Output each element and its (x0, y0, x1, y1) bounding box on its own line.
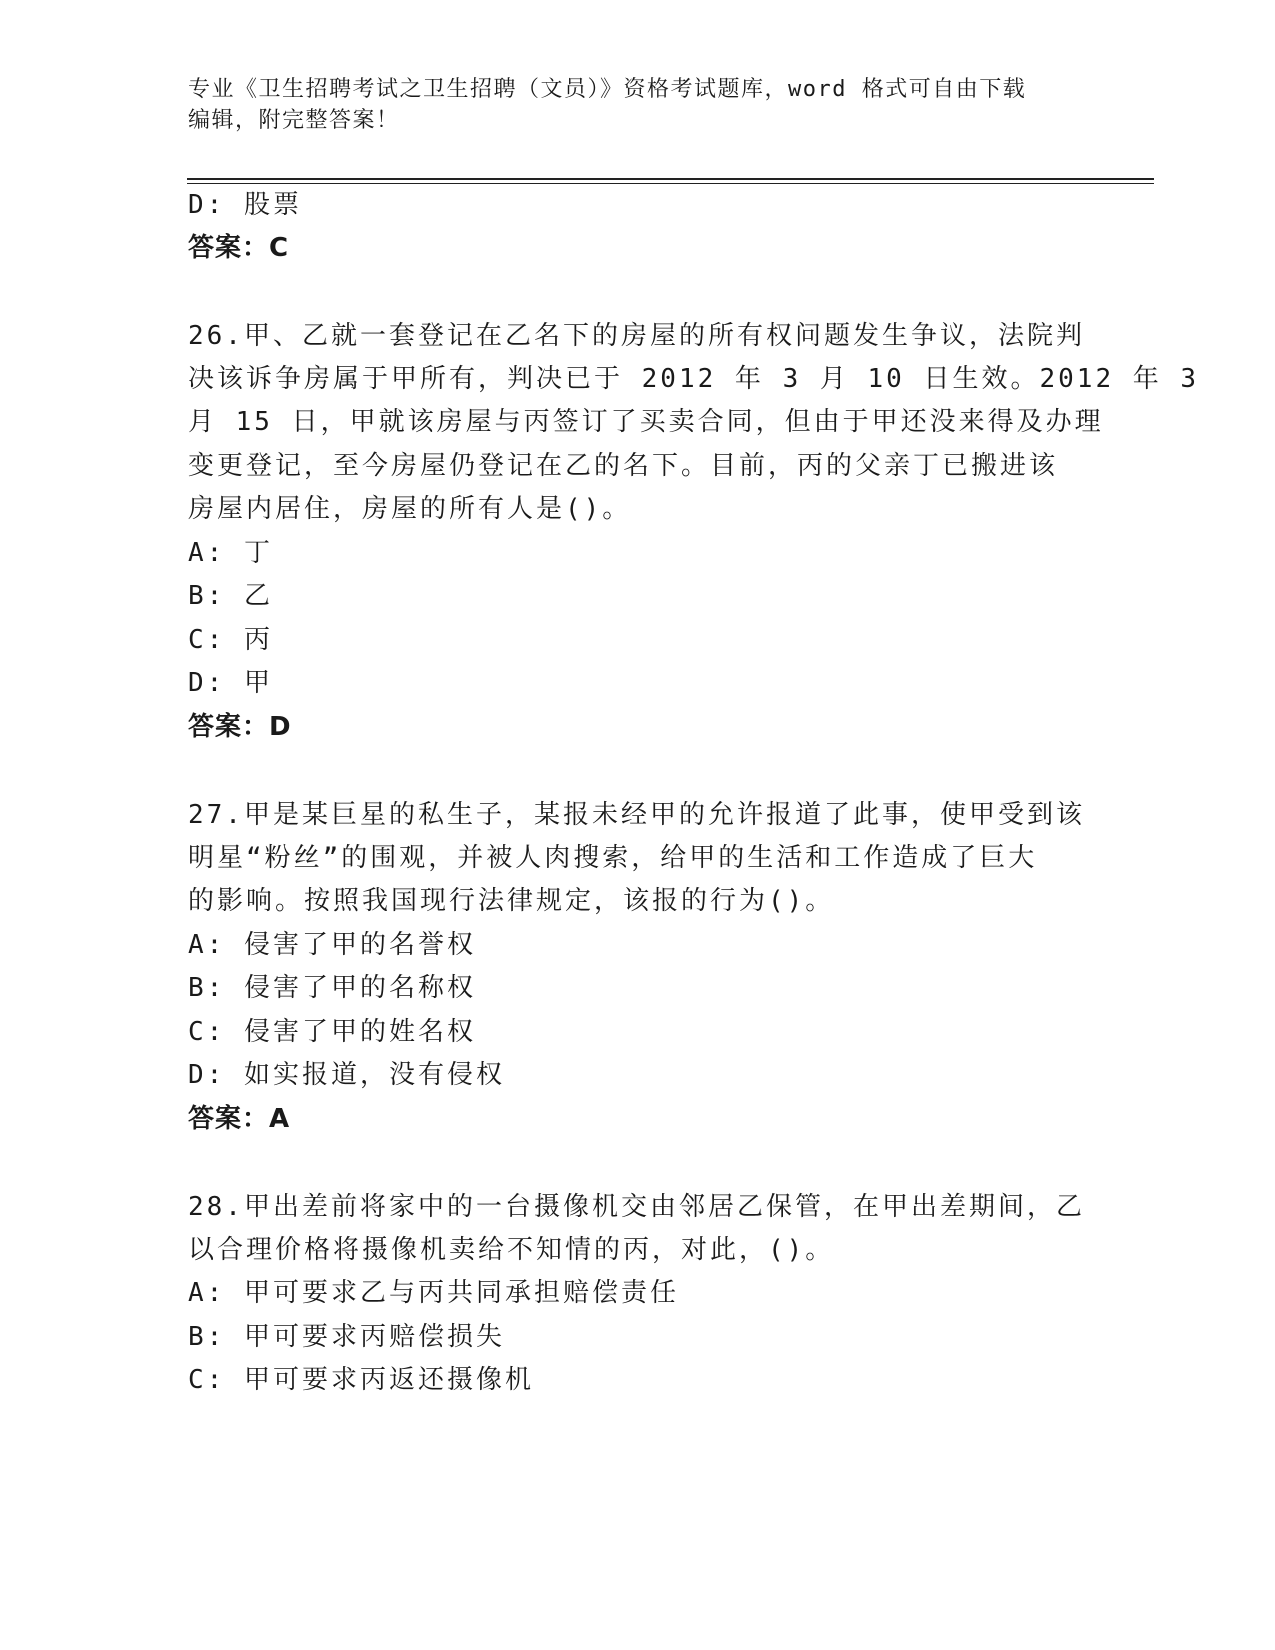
q27-text-line-3: 的影响。按照我国现行法律规定，该报的行为()。 (188, 886, 835, 916)
q27-option-c: C: 侵害了甲的姓名权 (188, 1017, 476, 1047)
q28-option-b: B: 甲可要求丙赔偿损失 (188, 1322, 505, 1352)
q27-option-b: B: 侵害了甲的名称权 (188, 973, 476, 1003)
q26-text-line-3: 月 15 日，甲就该房屋与丙签订了买卖合同，但由于甲还没来得及办理 (188, 407, 1104, 437)
q28-text-line-2: 以合理价格将摄像机卖给不知情的丙，对此，()。 (188, 1235, 835, 1265)
prev-answer: 答案：C (188, 233, 290, 263)
q26-text-line-5: 房屋内居住，房屋的所有人是()。 (188, 494, 632, 524)
header-line-2: 编辑，附完整答案！ (188, 108, 400, 133)
q28-text-line-1: 28.甲出差前将家中的一台摄像机交由邻居乙保管，在甲出差期间，乙 (188, 1192, 1085, 1222)
prev-option-d: D: 股票 (188, 190, 302, 220)
header-line-1: 专业《卫生招聘考试之卫生招聘（文员）》资格考试题库，word 格式可自由下载 (188, 77, 1027, 102)
q27-option-d: D: 如实报道，没有侵权 (188, 1060, 505, 1090)
q26-option-c: C: 丙 (188, 625, 273, 655)
q26-option-a: A: 丁 (188, 538, 273, 568)
q26-text-line-4: 变更登记，至今房屋仍登记在乙的名下。目前，丙的父亲丁已搬进该 (188, 451, 1059, 481)
q26-answer: 答案：D (188, 712, 292, 742)
q28-option-a: A: 甲可要求乙与丙共同承担赔偿责任 (188, 1278, 679, 1308)
q27-option-a: A: 侵害了甲的名誉权 (188, 930, 476, 960)
q27-text-line-2: 明星“粉丝”的围观，并被人肉搜索，给甲的生活和工作造成了巨大 (188, 843, 1038, 873)
q26-option-d: D: 甲 (188, 668, 273, 698)
q26-text-line-1: 26.甲、乙就一套登记在乙名下的房屋的所有权问题发生争议，法院判 (188, 321, 1085, 351)
document-header (188, 74, 1088, 136)
header-rule-thick (187, 178, 1154, 180)
q26-text-line-2: 决该诉争房属于甲所有，判决已于 2012 年 3 月 10 日生效。2012 年 3 (188, 364, 1200, 394)
q26-option-b: B: 乙 (188, 581, 273, 611)
q27-answer: 答案：A (188, 1104, 291, 1134)
q28-option-c: C: 甲可要求丙返还摄像机 (188, 1365, 534, 1395)
header-rule-thin (187, 183, 1154, 184)
q27-text-line-1: 27.甲是某巨星的私生子，某报未经甲的允许报道了此事，使甲受到该 (188, 800, 1085, 830)
